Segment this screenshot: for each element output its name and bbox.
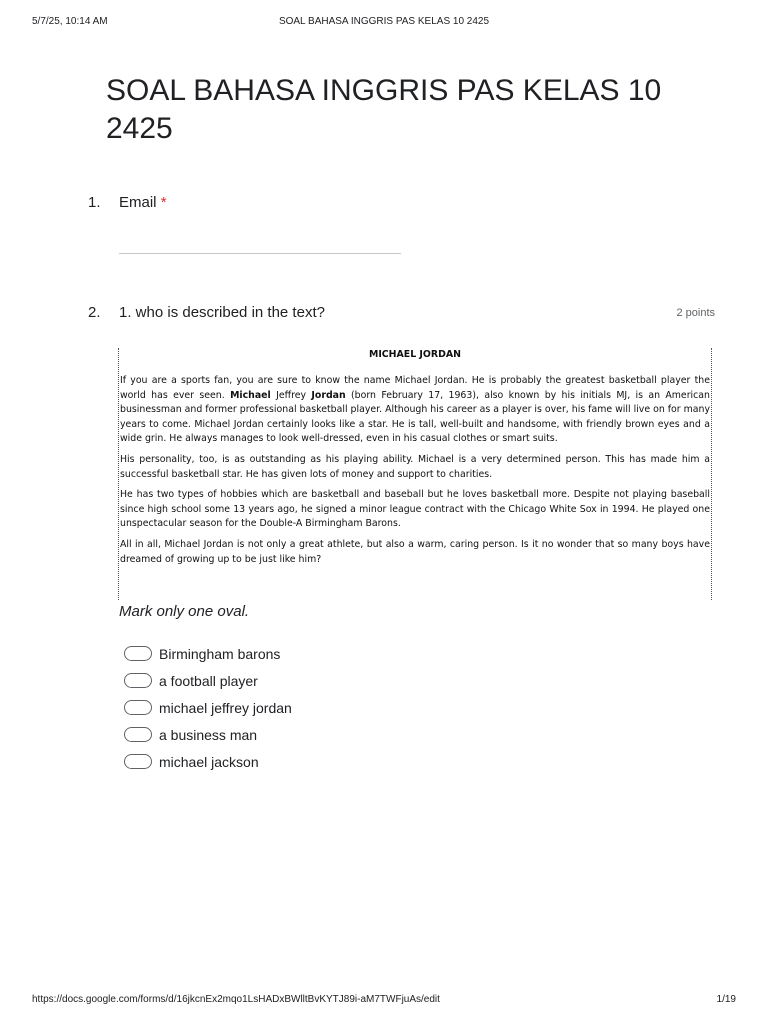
option-item[interactable] [124,748,292,775]
question-label: 1. who is described in the text? [119,304,325,321]
option-item[interactable] [124,667,292,694]
email-field[interactable] [119,253,401,254]
email-question-label [119,194,167,211]
options-list [124,640,292,775]
passage-title: MICHAEL JORDAN [368,349,461,360]
page-number: 1/19 [716,994,736,1005]
required-asterisk: * [160,194,167,211]
option-item[interactable] [124,640,292,667]
email-label: Email [119,194,157,211]
option-label: a business man [159,726,258,743]
passage-paragraph: All in all, Michael Jordan is not only a great athlete, but also a warm, caring person. Is it no wonder that so many boys have dreamed of growing up to be just like him? [120,538,710,565]
radio-oval[interactable] [124,646,152,661]
passage-paragraph: His personality, too, is as outstanding as his playing ability. Michael is a very determined person. This has made him a successful basketball star. He has given lots of money and support to charities. [120,453,710,480]
option-label: michael jackson [159,753,259,770]
question-number: 2. [88,304,101,321]
passage-text: (born February 17, 1963), also known by his initials MJ, is an American businessman and former professional basketball player. Although his career as a player is over, his fame will live on for many years to come. Michael Jordan certainly looks like a star. He is tall, well-built and handsome, with friendly brown eyes and a wide grin. He always manages to look well-dressed, even in his casual clothes or smart suits. [120,389,710,445]
print-footer [32,994,736,1008]
passage-text: Jeffrey [270,389,312,401]
passage-text: If you are a sports fan, you are sure to know the name Michael Jordan. He is probably the greatest basketball player the world has ever seen. [120,375,710,401]
option-label: a football player [159,672,258,689]
radio-oval[interactable] [124,700,152,715]
instruction-text: Mark only one oval. [119,603,250,620]
points-badge: 2 points [676,307,715,319]
passage-paragraph: He has two types of hobbies which are basketball and baseball but he loves basketball more. Despite not playing baseball since high school some 13 years ago, he signed a minor league contract with the Chicago White Sox in 1994. He played one unspectacular season for the Double-A Birmingham Barons. [120,489,710,530]
radio-oval[interactable] [124,727,152,742]
radio-oval[interactable] [124,754,152,769]
form-title: SOAL BAHASA INGGRIS PAS KELAS 10 2425 [106,74,662,145]
radio-oval[interactable] [124,673,152,688]
print-header [32,16,736,30]
print-url: https://docs.google.com/forms/d/16jkcnEx2mqo1LsHADxBWlltBvKYTJ89i-aM7TWFjuAs/edit [32,994,440,1005]
option-item[interactable] [124,694,292,721]
passage-bold-text: Jordan [311,389,346,401]
option-label: Birmingham barons [159,645,281,662]
option-item[interactable] [124,721,292,748]
option-label: michael jeffrey jordan [159,699,292,716]
passage-bold-text: Michael [230,389,271,401]
print-date: 5/7/25, 10:14 AM [32,16,108,27]
passage-image [118,348,712,600]
passage-paragraph [120,374,710,447]
print-doc-title: SOAL BAHASA INGGRIS PAS KELAS 10 2425 [278,16,490,27]
question-number: 1. [88,194,101,211]
